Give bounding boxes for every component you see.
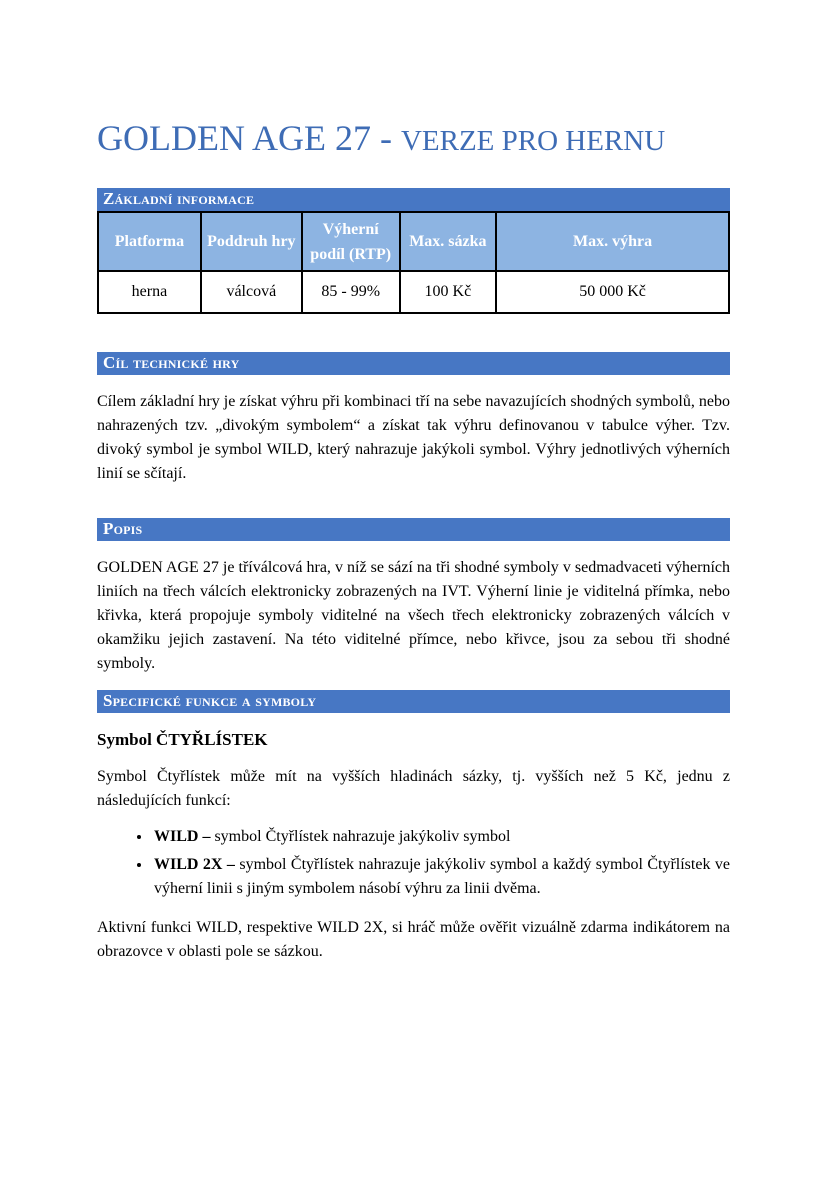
symbol-ctyrlistek-heading: Symbol ČTYŘLÍSTEK bbox=[97, 730, 268, 750]
specific-intro-paragraph: Symbol Čtyřlístek může mít na vyšších hladinách sázky, tj. vyšších než 5 Kč, jednu z následujících funkcí: bbox=[97, 768, 730, 810]
table-header-platforma: Platforma bbox=[98, 212, 201, 271]
wild-term: WILD – bbox=[154, 828, 211, 846]
table-cell-poddruh-hry: válcová bbox=[201, 271, 302, 313]
page-title-main: GOLDEN AGE 27 - bbox=[97, 118, 401, 159]
basic-info-table bbox=[97, 211, 730, 314]
page-title-sub: VERZE PRO HERNU bbox=[400, 125, 666, 158]
popis-paragraph: GOLDEN AGE 27 je tříválcová hra, v níž se sází na tři shodné symboly v sedmadvaceti výherních liniích na třech válcích elektronicky zobrazených na IVT. Výherní linie je viditelná přímka, nebo křivka, která propojuje symboly viditelné na všech třech elektronicky zobrazených válcích v okamžiku jejich zastavení. Na této viditelné přímce, nebo křivce, jsou za sebou tři shodné symboly. bbox=[97, 559, 730, 673]
wild-2x-description: symbol Čtyřlístek nahrazuje jakýkoliv symbol a každý symbol Čtyřlístek ve výherní linii s jiným symbolem násobí výhru za linii dvěma. bbox=[154, 856, 730, 898]
table-cell-vyherni-podil: 85 - 99% bbox=[302, 271, 400, 313]
document-page bbox=[97, 24, 730, 964]
table-cell-max-vyhra: 50 000 Kč bbox=[496, 271, 729, 313]
table-header-max-vyhra: Max. výhra bbox=[496, 212, 729, 271]
wild-2x-term: WILD 2X – bbox=[154, 856, 235, 874]
table-header-row bbox=[98, 212, 729, 271]
list-item-wild-2x bbox=[152, 853, 730, 901]
goal-paragraph: Cílem základní hry je získat výhru při kombinaci tří na sebe navazujících shodných symbolů, nebo nahrazených tzv. „divokým symbolem“ a získat tak výhru definovanou v tabulce výher. Tzv. divoký symbol je symbol WILD, který nahrazuje jakýkoli symbol. Výhry jednotlivých výherních linií se sčítají. bbox=[97, 393, 730, 483]
section-heading-goal: Cíl technické hry bbox=[97, 352, 730, 375]
wild-functions-list bbox=[97, 825, 730, 901]
table-cell-max-sazka: 100 Kč bbox=[400, 271, 497, 313]
table-header-poddruh-hry: Poddruh hry bbox=[201, 212, 302, 271]
table-row bbox=[98, 271, 729, 313]
list-item-wild bbox=[152, 825, 730, 849]
section-heading-specific-functions: Specifické funkce a symboly bbox=[97, 690, 730, 713]
section-heading-popis: Popis bbox=[97, 518, 730, 541]
specific-outro-paragraph: Aktivní funkci WILD, respektive WILD 2X, si hráč může ověřit vizuálně zdarma indikátorem na obrazovce v oblasti pole se sázkou. bbox=[97, 919, 730, 961]
wild-description: symbol Čtyřlístek nahrazuje jakýkoliv symbol bbox=[210, 828, 511, 846]
table-header-vyherni-podil: Výherní podíl (RTP) bbox=[302, 212, 400, 271]
table-cell-platforma: herna bbox=[98, 271, 201, 313]
table-header-max-sazka: Max. sázka bbox=[400, 212, 497, 271]
page-title bbox=[97, 24, 730, 163]
section-heading-basic-info: Základní informace bbox=[97, 188, 730, 211]
